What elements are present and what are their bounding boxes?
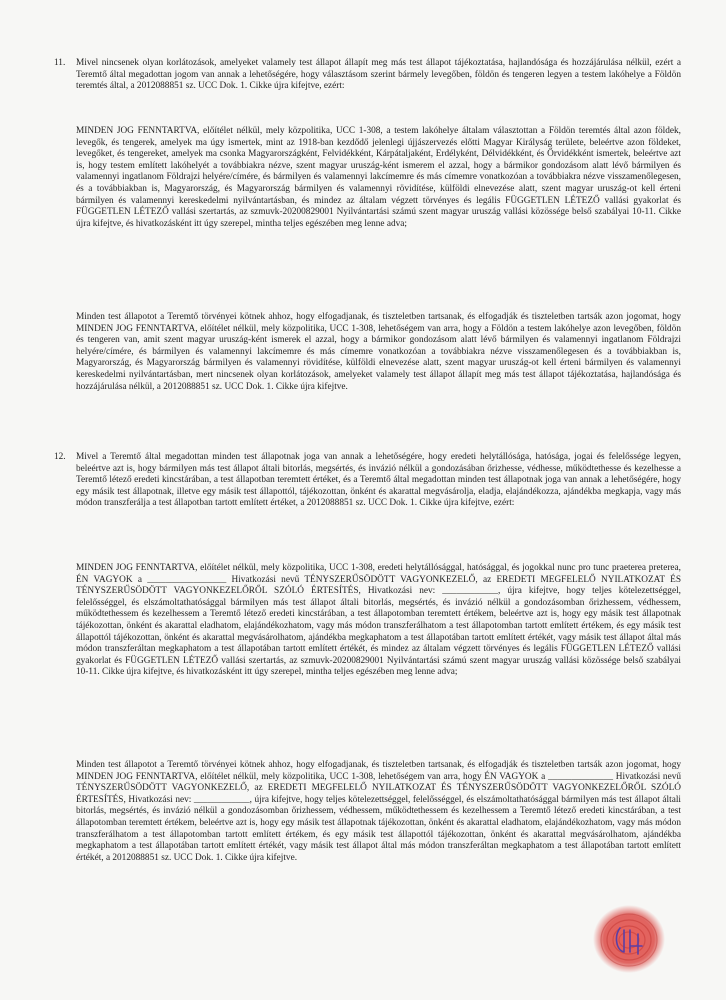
section-11-paragraph-1: MINDEN JOG FENNTARTVA, előítélet nélkül, mely közpolitika, UCC 1-308, a testem lakóhelye általam választottan a Földön teremtés által azon földek, levegők, és tengerek, amelyek ma úgy ismertek, mint az 1918-ban kezdődő jelenlegi újjászervezés előtti Magyar Királyság területe, beleértve azon földeket, levegőket, és tengereket, amelyek ma csonka Magyarországként, Felvidékként, Kárpátaljaként, Erdélyként, Délvidékként, és Őrvidékként ismertek, beleértve azt is, hogy testem említett lakóhelyét a továbbiakra nézve, szent magyar uruszág-ként ismerem el azzal, hogy a bármikor gondozásom alatt lévő bármilyen és valamennyi ingatlanom Földrajzi helyére/címére, és bármilyen és valamennyi lakcímemre és más címemre vonatkozóan a továbbiakra nézve visszamenőlegesen, és a továbbiakban is, Magyarország, és Magyarország bármilyen és valamennyi rövidítése, külföldi elnevezése alatt, szent magyar uruszág-ot kell érteni bármilyen és valamennyi kereskedelmi nyilvántartásban, és mindez az általam végzett törvényes és legális FÜGGETLEN LÉTEZŐ vallási gyakorlat és FÜGGETLEN LÉTEZŐ vallási szertartás, az szmuvk-20200829001 Nyilvántartási számú szent magyar uruszág vallási közössége belső szabályai 10-11. Cikke újra kifejtve, és hivatkozásként itt úgy szerepel, mintha teljes egészében meg lenne adva; xyxy=(76,126,681,229)
section-12-paragraph-2: Minden test állapotot a Teremtő törvényei kötnek ahhoz, hogy elfogadjanak, és tiszteletben tartsanak, és elfogadják és tiszteletben tartsák azon jogomat, hogy MINDEN JOG FENNTARTVA, előítélet nélkül, mely közpolitika, UCC 1-308, lehetőségem van arra, hogy ÉN VAGYOK a ______________ Hivatkozási nevű TÉNYSZERŰSÖDÖTT VAGYONKEZELŐ, az EREDETI MEGFELELŐ NYILATKOZAT ÉS TÉNYSZERŰSÖDÖTT VAGYONKEZELŐRŐL SZÓLÓ ÉRTESÍTÉS, Hivatkozási nev: ____________, újra kifejtve, hogy teljes kötelezettséggel, felelősséggel, és elszámoltathatósággal bármilyen más test állapot általi bitorlás, megsértés, és invázió nélkül a gondozásomban őrizhessem, védhessem, működtethessem és kezelhessem a Teremtő létező eredeti kincstárában, a test állapotomban teremtett értékem, beleértve azt is, hogy egy másik test állapotnak tájékozottan, önként és akarattal eladhatom, elajándékozhatom, vagy más módon transzferálhatom a test állapotomban tartott említett értékem, és egy másik test állapottól tájékozottan, önként és akarattal megvásárolhatom, ajándékba megkaphatom a test állapotában tartott említett értékét, vagy másik test állapot által más módon transzferáltan megkaphatom a test állapotában tartott említett értékét, a 2012088851 sz. UCC Dok. 1. Cikke újra kifejtve. xyxy=(76,760,681,863)
section-12-intro: Mivel a Teremtő által megadottan minden test állapotnak joga van annak a lehetőségére, hogy eredeti helytállósága, hatósága, jogai és felelőssége legyen, beleértve azt is, hogy bármilyen más test állapot általi bitorlás, megsértés, és invázió nélkül a gondozásában őrizhesse, védhesse, működtethesse és kezelhesse a Teremtő létező eredeti kincstárában, a test állapotban teremtett értéket, és a Teremtő által megadottan minden test állapotnak joga van annak a lehetőségére, hogy egy másik test állapotnak, illetve egy másik test állapottól, tájékozottan, önként és akarattal megvásárolja, eladja, elajándékozza, ajándékba megkapja, vagy más módon transzferálja a test állapotban tartott említett értéket, a 2012088851 sz. UCC Dok. 1. Cikke újra kifejtve, ezért: xyxy=(76,452,681,509)
seal-blot xyxy=(593,905,665,973)
section-number-12: 12. xyxy=(54,452,66,462)
section-number-11: 11. xyxy=(54,58,66,68)
section-11-intro: Mivel nincsenek olyan korlátozások, amelyeket valamely test állapot állapít meg más test állapot tájékoztatása, hajlandósága és hozzájárulása nélkül, ezért a Teremtő által megadottan jogom van annak a lehetőségére, hogy választásom szerint bármely levegőben, földön és tengeren legyen a testem lakóhelye a Földön teremtés által, a 2012088851 sz. UCC Dok. 1. Cikke újra kifejtve, ezért: xyxy=(76,58,681,92)
section-11-paragraph-2: Minden test állapotot a Teremtő törvényei kötnek ahhoz, hogy elfogadjanak, és tiszteletben tartsanak, és elfogadják és tiszteletben tartsák azon jogomat, hogy MINDEN JOG FENNTARTVA, előítélet nélkül, mely közpolitika, UCC 1-308, lehetőségem van arra, hogy a Földön a testem lakóhelye azon levegőben, földön és tengeren van, amit szent magyar uruszág-ként ismerek el azzal, hogy a bármikor gondozásom alatt lévő bármilyen és valamennyi ingatlanom Földrajzi helyére/címére, és bármilyen és valamennyi lakcímemre és más címemre vonatkozóan a továbbiakra nézve visszamenőlegesen és a továbbiakban is, Magyarország, és Magyarország bármilyen és valamennyi rövidítése, külföldi elnevezése alatt, szent magyar uruszág-ot kell érteni bármilyen és valamennyi kereskedelmi nyilvántartásban, mert nincsenek olyan korlátozások, amelyeket valamely test állapot állapít meg más test állapot tájékoztatása, hajlandósága és hozzájárulása nélkül, a 2012088851 sz. UCC Dok. 1. Cikke újra kifejtve. xyxy=(76,312,681,392)
fingerprint-seal xyxy=(590,900,668,978)
section-12-paragraph-1: MINDEN JOG FENNTARTVA, előítélet nélkül, mely közpolitika, UCC 1-308, eredeti helytállósággal, hatósággal, és jogokkal nunc pro tunc praeterea preterea, ÉN VAGYOK a _________________ Hivatkozási nevű TÉNYSZERŰSÖDÖTT VAGYONKEZELŐ, az EREDETI MEGFELELŐ NYILATKOZAT ÉS TÉNYSZERŰSÖDÖTT VAGYONKEZELŐRŐL SZÓLÓ ÉRTESÍTÉS, Hivatkozási nev: ____________, újra kifejtve, hogy teljes kötelezettséggel, felelősséggel, és elszámoltathatósággal bármilyen más test állapot általi bitorlás, megsértés, és invázió nélkül a gondozásomban őrizhessem, védhessem, működtethessem és kezelhessem a Teremtő létező eredeti kincstárában, a test állapotomban teremtett értékem, beleértve azt is, hogy egy másik test állapotnak tájékozottan, önként és akarattal eladhatom, elajándékozhatom, vagy más módon transzferálhatom a test állapotomban tartott említett értékem, és egy másik test állapottól tájékozottan, önként és akarattal megvásárolhatom, ajándékba megkaphatom a test állapotában tartott említett értékét, vagy másik test állapot által más módon transzferáltan megkaphatom a test állapotában tartott említett értékét, és mindez az általam végzett törvényes és legális FÜGGETLEN LÉTEZŐ vallási gyakorlat és FÜGGETLEN LÉTEZŐ vallási szertartás, az szmuvk-20200829001 Nyilvántartási számú szent magyar uruszág vallási közössége belső szabályai 10-11. Cikke újra kifejtve, és hivatkozásként itt úgy szerepel, mintha teljes egészében meg lenne adva; xyxy=(76,563,681,678)
